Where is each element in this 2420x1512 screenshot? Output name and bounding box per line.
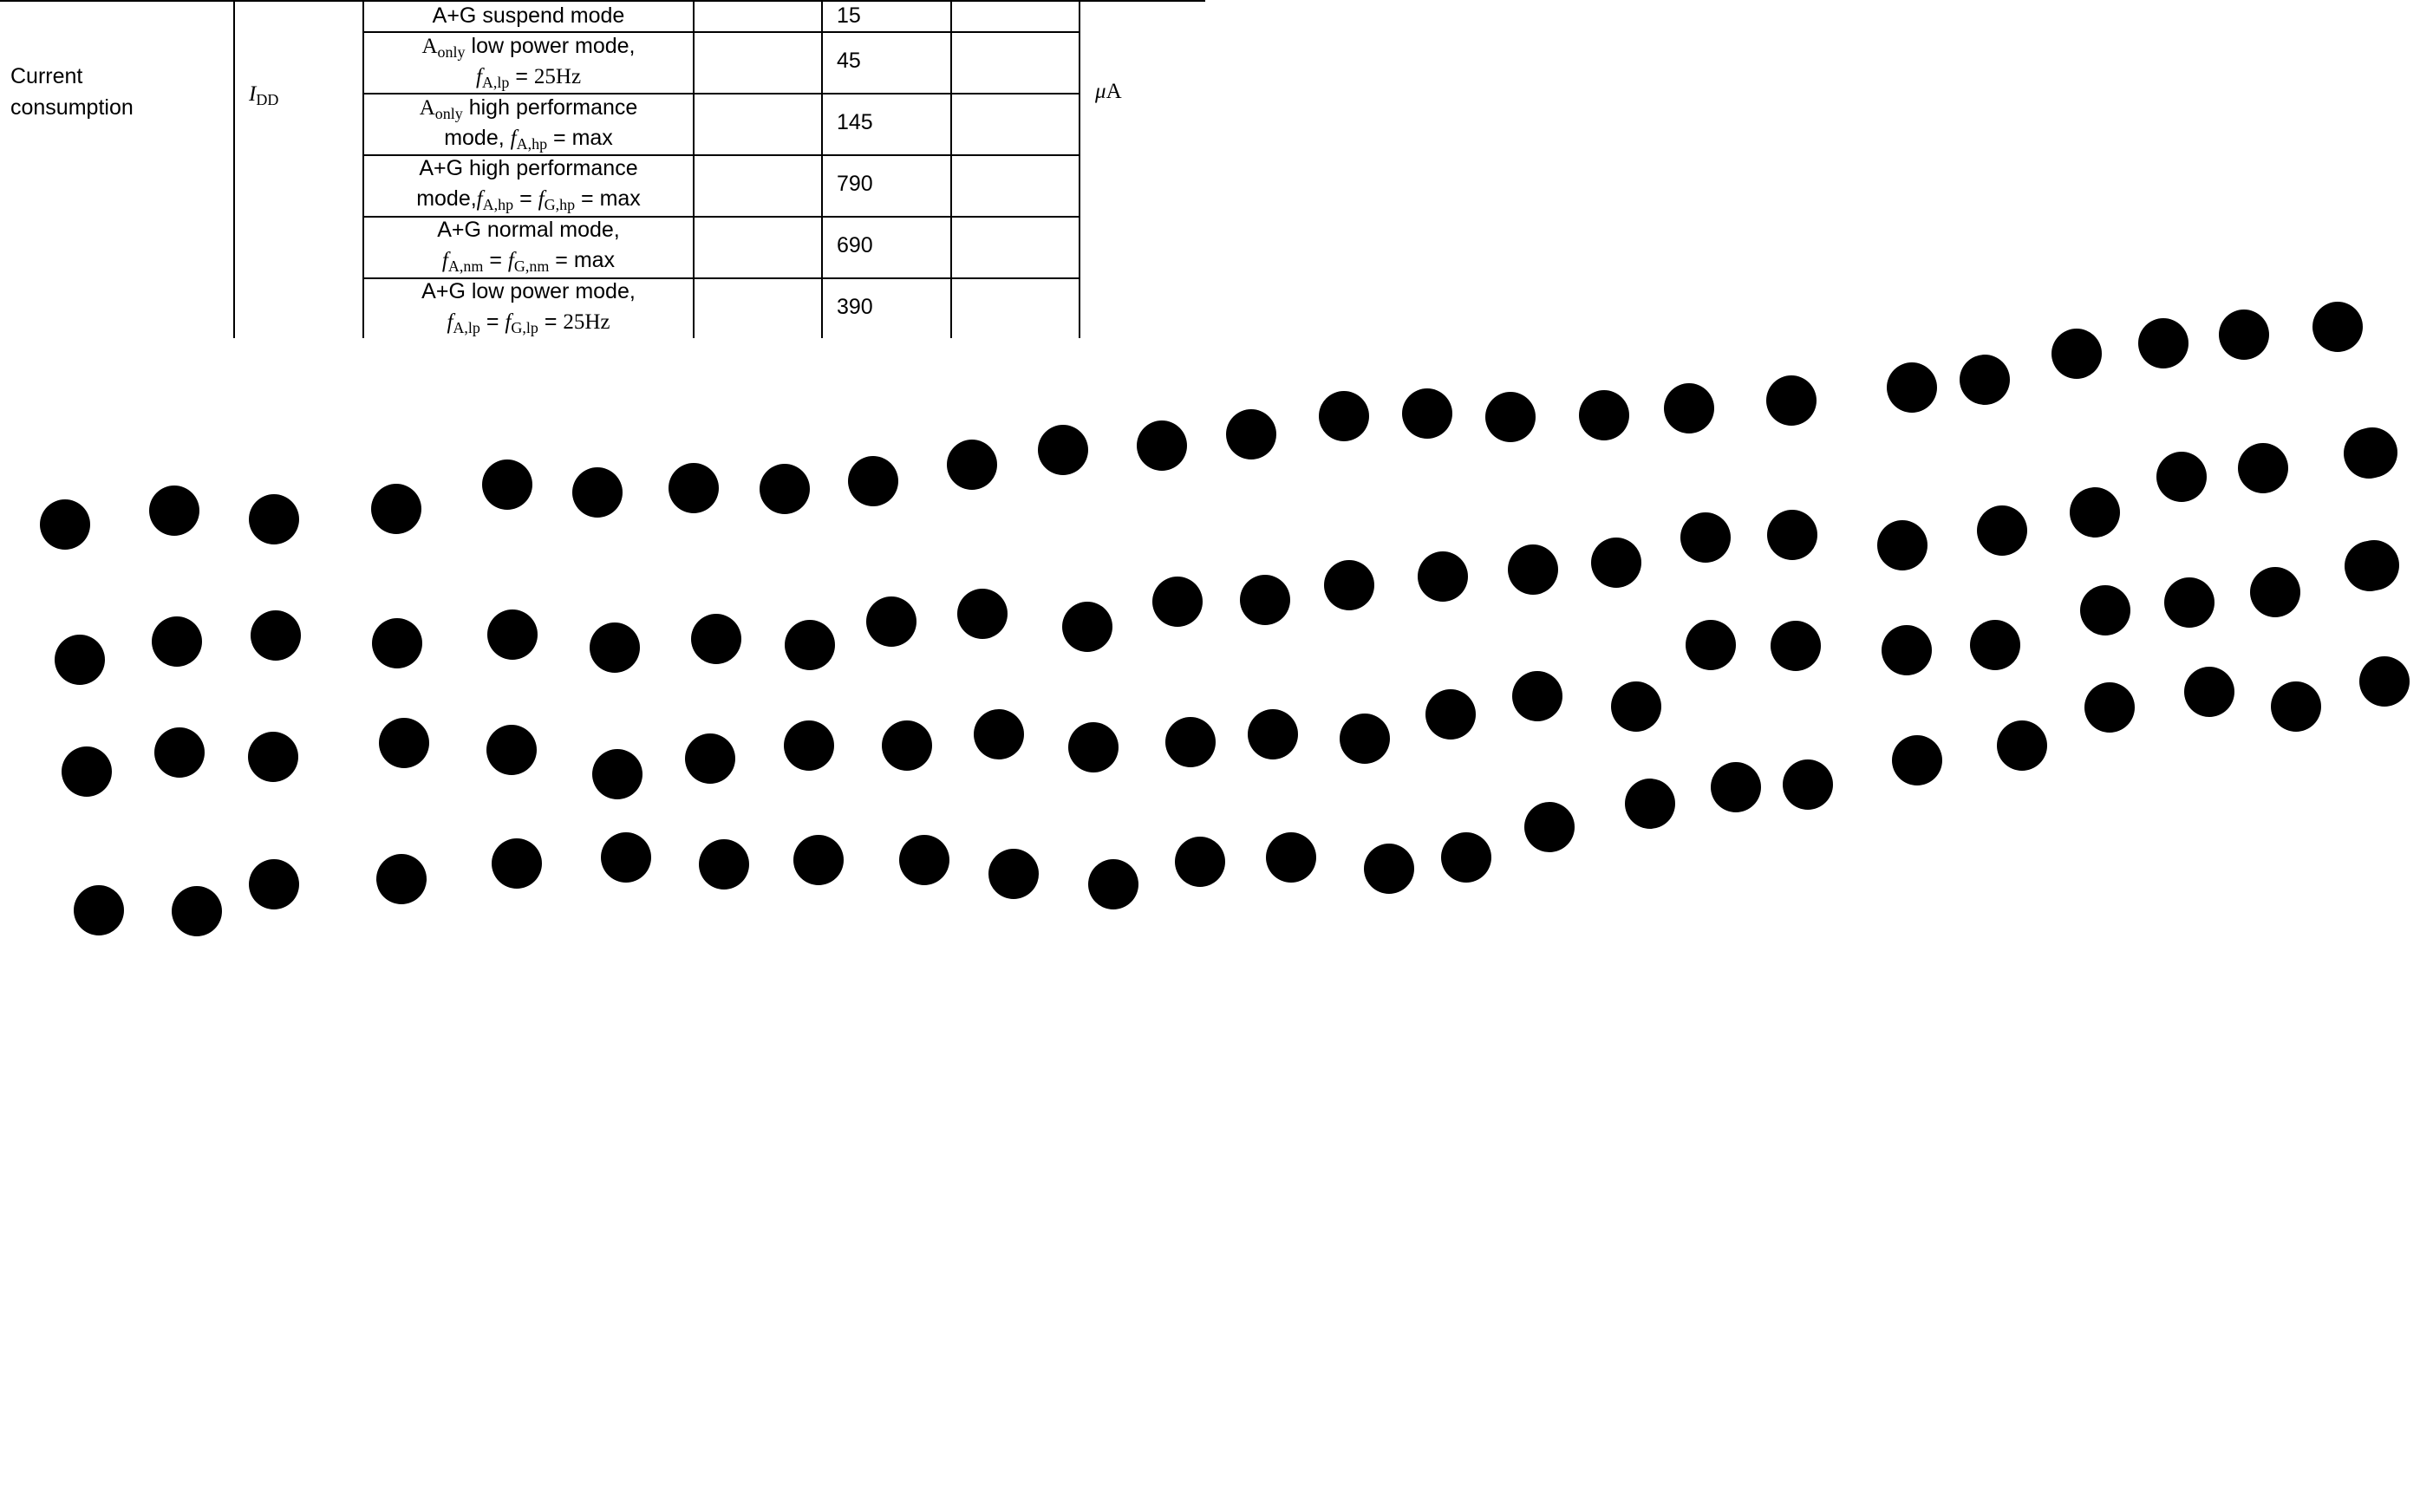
dot: [1887, 362, 1937, 413]
dot: [1068, 722, 1119, 772]
dot: [784, 720, 834, 771]
dot: [482, 459, 532, 510]
dot: [685, 733, 735, 784]
dot: [793, 835, 844, 885]
dot: [1877, 520, 1928, 570]
dot: [2359, 656, 2410, 707]
condition-row-ag-hp: A+G high performance: [419, 156, 638, 180]
dot: [1783, 759, 1833, 810]
dot: [1324, 560, 1374, 610]
dot: [1591, 538, 1641, 588]
dot: [1441, 832, 1491, 883]
dot: [55, 635, 105, 685]
dot: [1512, 671, 1562, 721]
dot: [848, 456, 898, 506]
unit-microamp: μA: [1095, 80, 1122, 103]
condition-row-suspend: A+G suspend mode: [432, 3, 625, 28]
condition-row-ag-hp-line-2: $mode,f_{A,hp} = f_{G,hp} = \max$: [416, 186, 641, 213]
dot: [1892, 735, 1942, 785]
dot: [1882, 625, 1932, 675]
dot: [2080, 585, 2130, 635]
dot: [149, 486, 199, 536]
dot: [492, 838, 542, 889]
dot: [249, 859, 299, 909]
dot: [371, 484, 421, 534]
typ-value: 390: [837, 295, 873, 319]
dot: [2138, 318, 2188, 368]
dot: [1771, 621, 1821, 671]
dot: [1767, 510, 1817, 560]
dot: [2312, 302, 2363, 352]
condition-row-aonly-hp-line-2: mode, $f_{A,hp} = \max$: [444, 126, 613, 153]
dot: [1611, 681, 1661, 732]
dot: [1402, 388, 1452, 439]
dot: [988, 849, 1039, 899]
parameter-name-line-1: Current: [10, 64, 83, 88]
dot: [601, 832, 651, 883]
dot: [1680, 512, 1731, 563]
condition-row-ag-nm: A+G normal mode,: [437, 218, 620, 242]
condition-row-aonly-hp: $A_{only}$ high performance: [419, 95, 638, 122]
dot: [2164, 577, 2215, 628]
dot: [1319, 391, 1369, 441]
dot: [590, 622, 640, 673]
dot: [1425, 689, 1476, 740]
typ-value: 790: [837, 172, 873, 196]
dot: [2184, 667, 2234, 717]
dot: [2051, 329, 2102, 379]
dot: [1175, 837, 1225, 887]
parameter-name-line-2: consumption: [10, 95, 134, 120]
dot: [1625, 779, 1675, 829]
dot: [1997, 720, 2047, 771]
dot: [1579, 390, 1629, 440]
dot: [2344, 428, 2394, 479]
dot: [699, 839, 749, 890]
symbol-idd: $I_{DD}$: [249, 82, 279, 108]
dot: [1137, 420, 1187, 471]
dot: [669, 463, 719, 513]
dot: [1977, 505, 2027, 556]
dot: [957, 589, 1008, 639]
dot: [1248, 709, 1298, 759]
dot: [2238, 443, 2288, 493]
dot: [172, 886, 222, 936]
condition-row-ag-lp: A+G low power mode,: [421, 279, 636, 303]
condition-row-ag-nm-line-2: $f_{A,nm} = f_{G,nm} = \max$: [441, 248, 616, 275]
dot: [487, 609, 538, 660]
dot: [1686, 620, 1736, 670]
dot: [572, 467, 623, 518]
typ-value: 145: [837, 110, 873, 134]
dot: [154, 727, 205, 778]
dot: [1062, 602, 1112, 652]
dot: [1485, 392, 1536, 442]
typ-value: 15: [837, 3, 861, 28]
dot: [1960, 355, 2010, 405]
condition-row-aonly-lp: $A_{only}$ low power mode,: [421, 34, 636, 61]
dot: [486, 725, 537, 775]
dot: [1766, 375, 1817, 426]
dot: [785, 620, 835, 670]
dot: [947, 440, 997, 490]
dot: [2084, 682, 2135, 733]
dot: [2250, 567, 2300, 617]
dot: [2345, 541, 2395, 591]
dot: [40, 499, 90, 550]
dot: [1711, 762, 1761, 812]
dot: [248, 732, 298, 782]
dot: [899, 835, 949, 885]
dot: [1226, 409, 1276, 459]
dot: [1970, 620, 2020, 670]
dot: [691, 614, 741, 664]
dot: [1165, 717, 1216, 767]
dot: [1664, 383, 1714, 433]
dot: [1088, 859, 1138, 909]
dot: [1038, 425, 1088, 475]
dot: [249, 494, 299, 544]
dot: [376, 854, 427, 904]
dot: [760, 464, 810, 514]
dot: [2271, 681, 2321, 732]
typ-value: 690: [837, 233, 873, 257]
dot: [1240, 575, 1290, 625]
dot: [974, 709, 1024, 759]
typ-value: 45: [837, 49, 861, 73]
dot: [866, 596, 916, 647]
dot: [379, 718, 429, 768]
dot: [1340, 714, 1390, 764]
condition-row-ag-lp-line-2: $f_{A,lp} = f_{G,lp} = 25Hz$: [447, 310, 610, 336]
dot: [1418, 551, 1468, 602]
dot: [592, 749, 643, 799]
dot: [1266, 832, 1316, 883]
condition-row-aonly-lp-line-2: $f_{A,lp} = 25Hz$: [475, 64, 582, 91]
dot: [62, 746, 112, 797]
dot: [1152, 577, 1203, 627]
dot: [74, 885, 124, 935]
dot: [2070, 487, 2120, 538]
dot: [372, 618, 422, 668]
dot: [1364, 844, 1414, 894]
dot: [1508, 544, 1558, 595]
dot: [251, 610, 301, 661]
dot: [2219, 310, 2269, 360]
dot: [882, 720, 932, 771]
dot: [2156, 452, 2207, 502]
dot: [152, 616, 202, 667]
dot: [1524, 802, 1575, 852]
